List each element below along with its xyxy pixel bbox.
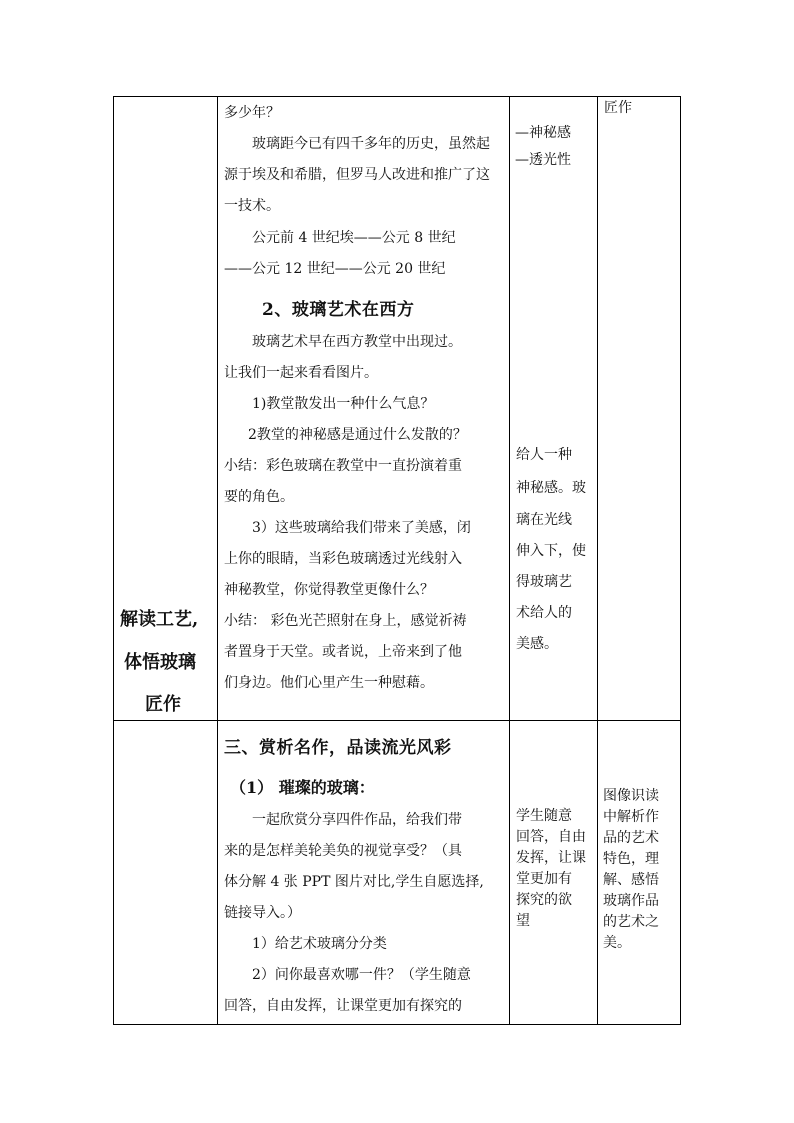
section-title-line-1: 解读工艺,: [120, 609, 199, 630]
note-line: 匠作: [604, 100, 632, 116]
table-col-divider-3: [597, 96, 598, 1025]
content-line: 要的角色。: [224, 489, 294, 505]
content-line: ——公元 12 世纪——公元 20 世纪: [224, 261, 446, 277]
content-line: 1)教堂散发出一种什么气息？: [252, 396, 435, 412]
note-line: 美。: [603, 935, 631, 951]
content-line: 源于埃及和希腊，但罗马人改进和推广了这: [224, 167, 490, 183]
content-line: 体分解 4 张 PPT 图片对比,学生自愿选择,: [224, 874, 484, 890]
content-line: 一技术。: [224, 198, 280, 214]
content-line: 一起欣赏分享四件作品，给我们带: [252, 812, 462, 828]
note-line: 璃在光线: [516, 512, 572, 528]
note-line: 玻璃作品: [603, 893, 659, 909]
note-line: 特色，理: [603, 851, 659, 867]
content-line: 神秘教堂，你觉得教堂更像什么？: [224, 582, 434, 598]
content-line: 小结：彩色玻璃在教堂中一直扮演着重: [224, 458, 462, 474]
note-line: 堂更加有: [516, 871, 572, 887]
table-col-divider-1: [217, 96, 218, 1025]
note-line: 回答，自由: [516, 829, 586, 845]
section-title-line-2: 体悟玻璃: [124, 652, 196, 673]
note-line: 解、感悟: [603, 872, 659, 888]
content-line: 2教堂的神秘感是通过什么发散的？: [248, 427, 467, 443]
table-border-right: [680, 96, 681, 1025]
content-line: 来的是怎样美轮美奂的视觉享受？（具: [224, 843, 462, 859]
table-border-left: [113, 96, 114, 1025]
note-line: 神秘感。玻: [516, 480, 586, 496]
content-line: 们身边。他们心里产生一种慰藉。: [224, 675, 434, 691]
content-line: 2）问你最喜欢哪一件？（学生随意: [252, 967, 471, 983]
section-heading: 三、赏析名作，品读流光风彩: [224, 738, 452, 758]
note-line: 得玻璃艺: [516, 574, 572, 590]
note-line: 发挥，让课: [516, 850, 586, 866]
note-line: 品的艺术: [603, 830, 659, 846]
subsection-heading: 2、玻璃艺术在西方: [262, 300, 415, 320]
content-line: 者置身于天堂。或者说，上帝来到了他: [224, 644, 462, 660]
table-border-top: [113, 96, 681, 97]
note-line: —透光性: [515, 152, 571, 168]
content-line: 多少年？: [224, 105, 280, 121]
table-col-divider-2: [509, 96, 510, 1025]
note-line: 图像识读: [603, 788, 659, 804]
note-line: 的艺术之: [603, 914, 659, 930]
content-line: 玻璃距今已有四千多年的历史，虽然起: [252, 136, 490, 152]
table-border-bottom: [113, 1024, 681, 1025]
note-line: 伸入下，使: [516, 543, 586, 559]
content-line: 玻璃艺术早在西方教堂中出现过。: [252, 334, 462, 350]
note-line: 给人一种: [516, 447, 572, 463]
section-title-line-3: 匠作: [145, 694, 181, 715]
note-line: 美感。: [516, 636, 558, 652]
content-line: 1）给艺术玻璃分分类: [252, 936, 387, 952]
note-line: —神秘感: [515, 125, 571, 141]
note-line: 学生随意: [516, 808, 572, 824]
content-line: 让我们一起来看看图片。: [224, 365, 378, 381]
note-line: 中解析作: [603, 809, 659, 825]
content-line: 链接导入。）: [224, 905, 301, 921]
note-line: 探究的欲: [516, 892, 572, 908]
content-line: 3）这些玻璃给我们带来了美感，闭: [252, 520, 471, 536]
content-line: 上你的眼睛，当彩色玻璃透过光线射入: [224, 551, 462, 567]
subsection-heading: （1） 璀璨的玻璃：: [230, 778, 375, 797]
content-line: 回答，自由发挥，让课堂更加有探究的: [224, 998, 462, 1014]
table-row-divider: [113, 720, 681, 721]
content-line: 小结： 彩色光芒照射在身上，感觉祈祷: [224, 613, 467, 629]
note-line: 望: [516, 913, 530, 929]
note-line: 术给人的: [516, 605, 572, 621]
content-line: 公元前 4 世纪埃——公元 8 世纪: [252, 230, 456, 246]
